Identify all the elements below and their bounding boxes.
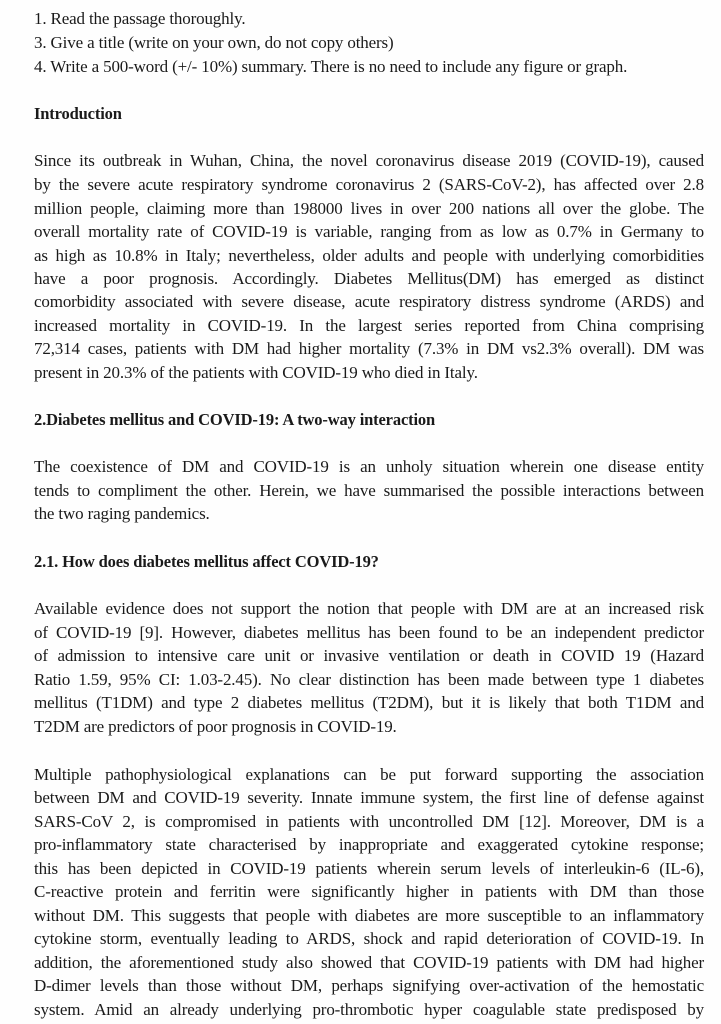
paragraph-line: SARS-CoV 2, is compromised in patients with uncontrolled DM [12]. Moreover, DM is a: [34, 812, 704, 831]
paragraph-line: of admission to intensive care unit or invasive ventilation or death in COVID 19 (Hazard: [34, 646, 704, 665]
paragraph-line: overall mortality rate of COVID-19 is variable, ranging from as low as 0.7% in Germany to: [34, 222, 704, 241]
paragraph-line: mellitus (T1DM) and type 2 diabetes mellitus (T2DM), but it is likely that both T1DM and: [34, 693, 704, 712]
paragraph-line: C-reactive protein and ferritin were significantly higher in patients with DM than those: [34, 882, 704, 901]
section-heading-introduction: Introduction: [34, 104, 122, 123]
section-heading-dm-affects-covid: 2.1. How does diabetes mellitus affect COVID-19?: [34, 552, 379, 571]
paragraph-line: system. Amid an already underlying pro-thrombotic hyper coagulable state predisposed by: [34, 1000, 704, 1019]
paragraph-line: of COVID-19 [9]. However, diabetes mellitus has been found to be an independent predictor: [34, 623, 704, 642]
paragraph-line: increased mortality in COVID-19. In the largest series reported from China comprising: [34, 316, 704, 335]
paragraph-line: cytokine storm, eventually leading to ARDS, shock and rapid deterioration of COVID-19. In: [34, 929, 704, 948]
paragraph-line: pro-inflammatory state characterised by inappropriate and exaggerated cytokine response;: [34, 835, 704, 854]
section-heading-two-way-interaction: 2.Diabetes mellitus and COVID-19: A two-way interaction: [34, 410, 436, 429]
paragraph-line: D-dimer levels than those without DM, perhaps signifying over-activation of the hemostatic: [34, 976, 704, 995]
paragraph-line: The coexistence of DM and COVID-19 is an unholy situation wherein one disease entity: [34, 457, 704, 476]
paragraph-line: 72,314 cases, patients with DM had higher mortality (7.3% in DM vs2.3% overall). DM was: [34, 339, 704, 358]
instruction-item: 3. Give a title (write on your own, do not copy others): [34, 33, 394, 52]
paragraph-line: between DM and COVID-19 severity. Innate immune system, the first line of defense against: [34, 788, 704, 807]
paragraph-line: as high as 10.8% in Italy; nevertheless, older adults and people with underlying comorbidities: [34, 246, 704, 265]
paragraph-line: Multiple pathophysiological explanations can be put forward supporting the association: [34, 765, 704, 784]
paragraph-line: comorbidity associated with severe disease, acute respiratory distress syndrome (ARDS) and: [34, 292, 704, 311]
instruction-item: 1. Read the passage thoroughly.: [34, 9, 246, 28]
paragraph-line: by the severe acute respiratory syndrome coronavirus 2 (SARS-CoV-2), has affected over 2.8: [34, 175, 704, 194]
paragraph-line: Since its outbreak in Wuhan, China, the novel coronavirus disease 2019 (COVID-19), caused: [34, 151, 704, 170]
paragraph-line: the two raging pandemics.: [34, 504, 210, 523]
paragraph-line: present in 20.3% of the patients with COVID-19 who died in Italy.: [34, 363, 478, 382]
instruction-item: 4. Write a 500-word (+/- 10%) summary. There is no need to include any figure or graph.: [34, 57, 628, 76]
paragraph-line: T2DM are predictors of poor prognosis in COVID-19.: [34, 717, 397, 736]
paragraph-line: have a poor prognosis. Accordingly. Diabetes Mellitus(DM) has emerged as distinct: [34, 269, 704, 288]
paragraph-line: Ratio 1.59, 95% CI: 1.03-2.45). No clear distinction has been made between type 1 diabetes: [34, 670, 704, 689]
paragraph-line: million people, claiming more than 198000 lives in over 200 nations all over the globe. The: [34, 199, 704, 218]
paragraph-line: Available evidence does not support the notion that people with DM are at an increased risk: [34, 599, 704, 618]
paragraph-line: this has been depicted in COVID-19 patients wherein serum levels of interleukin-6 (IL-6),: [34, 859, 704, 878]
paragraph-line: without DM. This suggests that people with diabetes are more susceptible to an inflammatory: [34, 906, 704, 925]
paragraph-line: addition, the aforementioned study also showed that COVID-19 patients with DM had higher: [34, 953, 704, 972]
paragraph-line: tends to compliment the other. Herein, we have summarised the possible interactions between: [34, 481, 704, 500]
